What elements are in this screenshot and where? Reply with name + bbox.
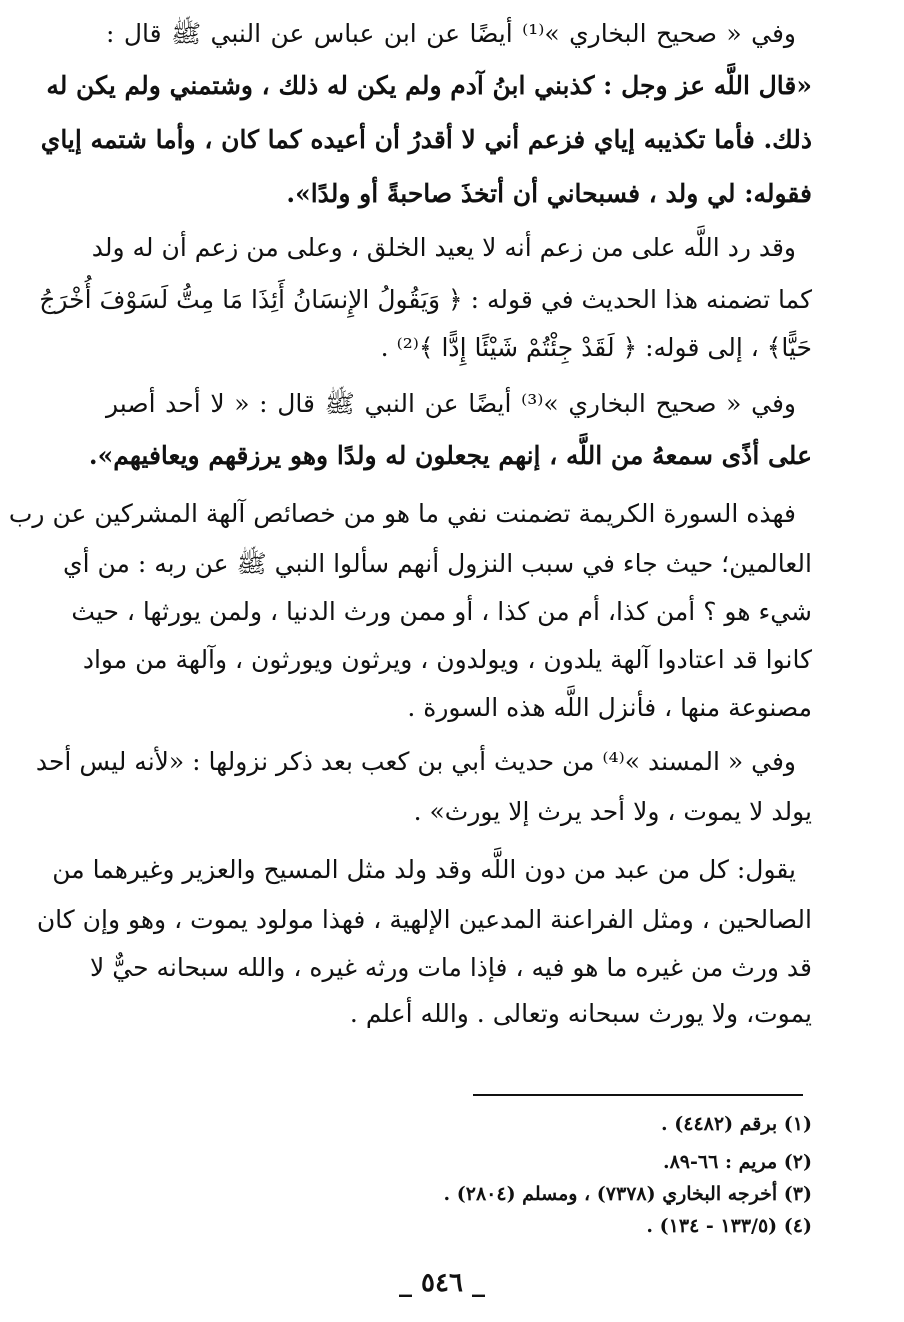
text-line: يولد لا يموت ، ولا أحد يرث إلا يورث» .	[413, 797, 812, 826]
text-line: العالمين؛ حيث جاء في سبب النزول أنهم سألوا النبي ﷺ عن ربه : من أي	[63, 549, 812, 578]
text-line: الصالحين ، ومثل الفراعنة المدعين الإلهية ، فهذا مولود يموت ، وهو وإن كان	[36, 905, 812, 934]
text-line: ذلك. فأما تكذيبه إياي فزعم أني لا أقدرُ أن أعيده كما كان ، وأما شتمه إياي	[40, 125, 812, 154]
footnote: (٢) مريم : ٦٦-٨٩.	[662, 1151, 812, 1173]
text-line: حَيًّا﴾ ، إلى قوله: ﴿ لَقَدْ جِئْتُمْ شَيْئًا إِدًّا ﴾⁽²⁾ .	[380, 333, 812, 362]
footnote: (١) برقم (٤٤٨٢) .	[661, 1113, 812, 1135]
text-line: مصنوعة منها ، فأنزل اللَّه هذه السورة .	[407, 693, 812, 722]
text-line: «قال اللَّه عز وجل : كذبني ابنُ آدم ولم يكن له ذلك ، وشتمني ولم يكن له	[46, 71, 812, 100]
text-line: على أذًى سمعهُ من اللَّه ، إنهم يجعلون له ولدًا وهو يرزقهم ويعافيهم».	[88, 441, 812, 470]
text-line: فهذه السورة الكريمة تضمنت نفي ما هو من خصائص آلهة المشركين عن رب	[8, 499, 796, 528]
text-line: وفي « صحيح البخاري »⁽³⁾ أيضًا عن النبي ﷺ قال : « لا أحد أصبر	[106, 389, 796, 418]
text-line: يموت، ولا يورث سبحانه وتعالى . والله أعلم .	[349, 999, 812, 1028]
text-line: وفي « صحيح البخاري »⁽¹⁾ أيضًا عن ابن عباس عن النبي ﷺ قال :	[106, 19, 796, 48]
text-line: قد ورث من غيره ما هو فيه ، فإذا مات ورثه غيره ، والله سبحانه حيٌّ لا	[90, 953, 812, 982]
footnote: (٤) (١٣٣/٥ - ١٣٤) .	[646, 1215, 812, 1237]
text-line: كانوا قد اعتادوا آلهة يلدون ، ويولدون ، ويرثون ويورثون ، وآلهة من مواد	[82, 645, 812, 674]
footnote-separator	[473, 1094, 803, 1096]
page-number: _ ٥٤٦ _	[398, 1268, 486, 1298]
text-line: وفي « المسند »⁽⁴⁾ من حديث أبي بن كعب بعد ذكر نزولها : «لأنه ليس أحد	[35, 747, 796, 776]
text-line: فقوله: لي ولد ، فسبحاني أن أتخذَ صاحبةً أو ولدًا».	[286, 179, 812, 208]
text-line: كما تضمنه هذا الحديث في قوله : ﴿ وَيَقُولُ الإِنسَانُ أَئِذَا مَا مِتُّ لَسَوْفَ أُخْرَجُ	[39, 285, 812, 314]
footnote: (٣) أخرجه البخاري (٧٣٧٨) ، ومسلم (٢٨٠٤) .	[443, 1183, 812, 1205]
text-line: شيء هو ؟ أمن كذا، أم من كذا ، أو ممن ورث الدنيا ، ولمن يورثها ، حيث	[71, 597, 812, 626]
text-line: وقد رد اللَّه على من زعم أنه لا يعيد الخلق ، وعلى من زعم أن له ولد	[91, 233, 796, 262]
text-line: يقول: كل من عبد من دون اللَّه وقد ولد مثل المسيح والعزير وغيرهما من	[52, 855, 796, 884]
